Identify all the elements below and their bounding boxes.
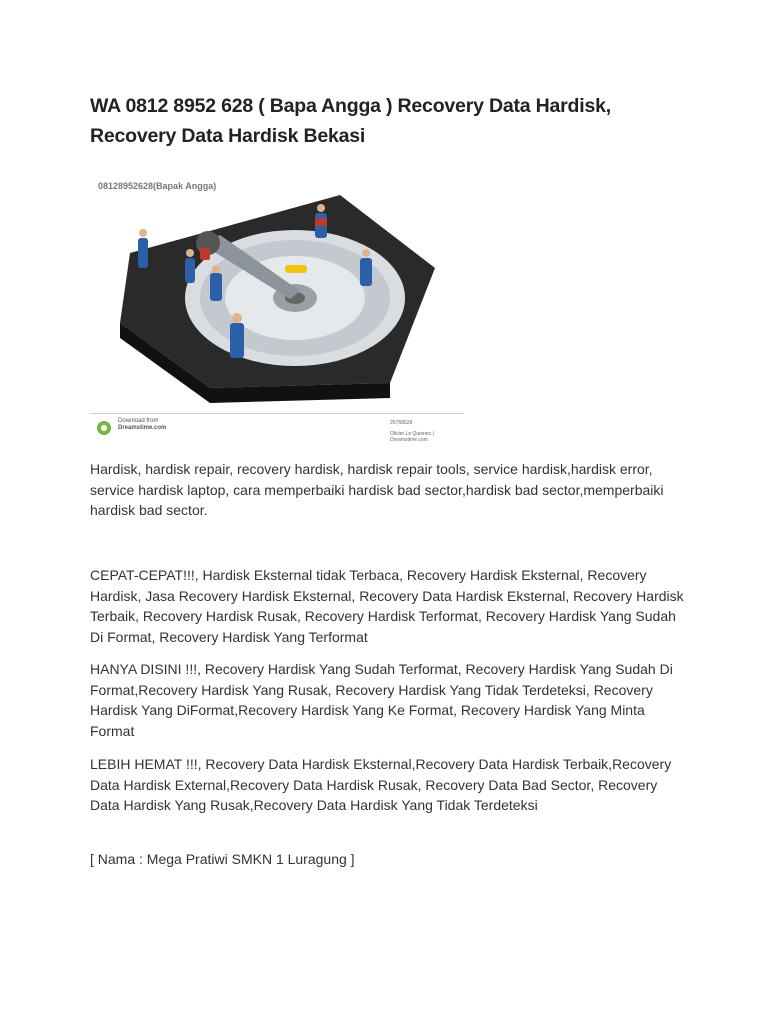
hard-disk-illustration [90,173,464,413]
watermark-credit: Olivier Le Queinec | Dreamstime.com [390,431,434,443]
paragraph-cepat: CEPAT-CEPAT!!!, Hardisk Eksternal tidak Terbaca, Recovery Hardisk Eksternal, Recovery Hardisk, Jasa Recovery Hardisk Eksternal, Recovery Data Hardisk Eksternal, Recovery Hardisk Terbaik, Recovery Hardisk Rusak, Recovery Hardisk Terformat, Recovery Hardisk Yang Sudah Di Format, Recovery Hardisk Yang Terformat [90,567,684,645]
hard-disk-photo [90,173,464,443]
paragraph-author: [ Nama : Mega Pratiwi SMKN 1 Luragung ] [90,851,355,867]
paragraph-keywords: Hardisk, hardisk repair, recovery hardisk, hardisk repair tools, service hardisk,hardisk error, service hardisk laptop, cara memperbaiki hardisk bad sector,hardisk bad sector,memperbaiki hardisk bad sector. [90,461,664,518]
watermark-strip [90,413,464,443]
paragraph-hanya-disini: HANYA DISINI !!!, Recovery Hardisk Yang Sudah Terformat, Recovery Hardisk Yang Sudah Di Format,Recovery Hardisk Yang Rusak, Recovery Hardisk Yang Tidak Terdeteksi, Recovery Hardisk Yang DiFormat,Recovery Hardisk Yang Ke Format, Recovery Hardisk Yang Minta Format [90,661,673,739]
page-title: WA 0812 8952 628 ( Bapa Angga ) Recovery Data Hardisk, Recovery Data Hardisk Bekasi [90,95,611,147]
image-caption: 08128952628(Bapak Angga) [98,181,217,191]
watermark-id: 25768528 [390,420,413,426]
watermark-line1: Download from [118,418,159,424]
dreamstime-logo-icon [96,420,112,436]
watermark-line2: Dreamstime.com [118,425,167,431]
paragraph-lebih-hemat: LEBIH HEMAT !!!, Recovery Data Hardisk Eksternal,Recovery Data Hardisk Terbaik,Recovery Data Hardisk External,Recovery Data Hardisk Rusak, Recovery Data Bad Sector, Recovery Data Hardisk Yang Rusak,Recovery Data Hardisk Yang Tidak Terdeteksi [90,756,672,813]
